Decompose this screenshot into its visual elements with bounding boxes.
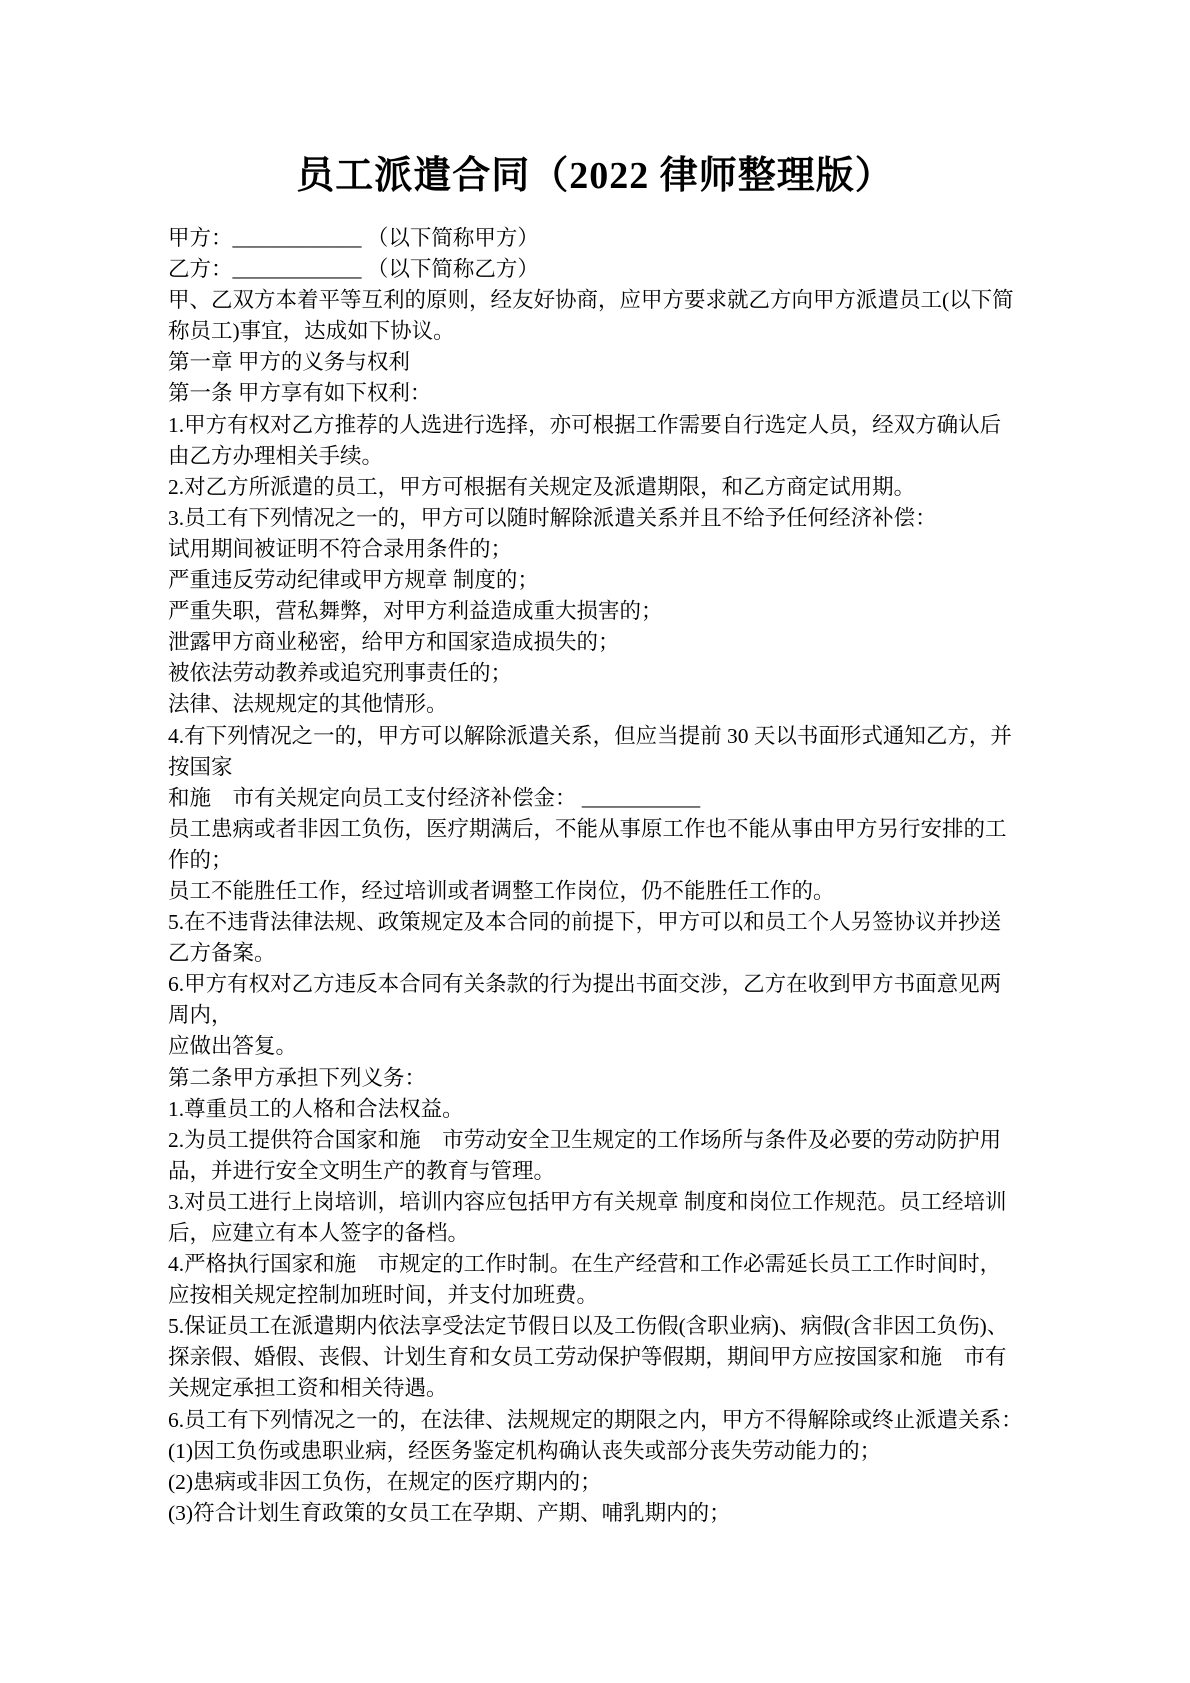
document-body [168, 223, 1068, 1529]
text-line: 被依法劳动教养或追究刑事责任的； [168, 661, 513, 686]
text-line: 按国家 [168, 754, 233, 779]
text-line: 甲、乙双方本着平等互利的原则，经友好协商，应甲方要求就乙方向甲方派遣员工(以下简 [168, 288, 1014, 313]
text-line: 第一条 甲方享有如下权利： [168, 381, 432, 406]
text-line: 4.有下列情况之一的，甲方可以解除派遣关系，但应当提前 30 天以书面形式通知乙方，并 [168, 723, 1012, 748]
document-title: 员工派遣合同（2022 律师整理版） [296, 155, 894, 197]
text-line: 严重失职，营私舞弊，对甲方利益造成重大损害的； [168, 599, 663, 624]
text-line: 2.为员工提供符合国家和施 市劳动安全卫生规定的工作场所与条件及必要的劳动防护用 [168, 1127, 1002, 1152]
text-line: 品，并进行安全文明生产的教育与管理。 [168, 1158, 556, 1183]
text-line: 员工不能胜任工作，经过培训或者调整工作岗位，仍不能胜任工作的。 [168, 878, 835, 903]
text-line: (3)符合计划生育政策的女员工在孕期、产期、哺乳期内的； [168, 1500, 731, 1525]
text-line: 6.员工有下列情况之一的，在法律、法规规定的期限之内，甲方不得解除或终止派遣关系： [168, 1407, 1023, 1432]
text-line: 乙方备案。 [168, 941, 276, 966]
text-line: 6.甲方有权对乙方违反本合同有关条款的行为提出书面交涉，乙方在收到甲方书面意见两 [168, 972, 1002, 997]
text-line: 由乙方办理相关手续。 [168, 443, 384, 468]
text-line: 第一章 甲方的义务与权利 [168, 350, 410, 375]
text-line: 乙方：____________ （以下简称乙方） [168, 257, 539, 282]
text-line: 2.对乙方所派遣的员工，甲方可根据有关规定及派遣期限，和乙方商定试用期。 [168, 474, 916, 499]
text-line: 第二条甲方承担下列义务： [168, 1065, 427, 1090]
text-line: (2)患病或非因工负伤，在规定的医疗期内的； [168, 1469, 602, 1494]
text-line: 4.严格执行国家和施 市规定的工作时制。在生产经营和工作必需延长员工工作时间时， [168, 1252, 1002, 1277]
text-line: (1)因工负伤或患职业病，经医务鉴定机构确认丧失或部分丧失劳动能力的； [168, 1438, 882, 1463]
text-line: 泄露甲方商业秘密，给甲方和国家造成损失的； [168, 630, 620, 655]
text-line: 严重违反劳动纪律或甲方规章 制度的； [168, 568, 539, 593]
text-line: 甲方：____________ （以下简称甲方） [168, 226, 539, 250]
text-line: 探亲假、婚假、丧假、计划生育和女员工劳动保护等假期，期间甲方应按国家和施 市有 [168, 1345, 1007, 1370]
text-line: 应做出答复。 [168, 1034, 298, 1059]
text-line: 1.甲方有权对乙方推荐的人选进行选择，亦可根据工作需要自行选定人员，经双方确认后 [168, 412, 1002, 437]
text-line: 5.保证员工在派遣期内依法享受法定节假日以及工伤假(含职业病)、病假(含非因工负伤)、 [168, 1314, 1009, 1339]
text-line: 周内， [168, 1003, 233, 1028]
text-line: 称员工)事宜，达成如下协议。 [168, 319, 455, 344]
text-line: 3.对员工进行上岗培训，培训内容应包括甲方有关规章 制度和岗位工作规范。员工经培训 [168, 1189, 1007, 1214]
text-line: 3.员工有下列情况之一的，甲方可以随时解除派遣关系并且不给予任何经济补偿： [168, 505, 937, 530]
text-line: 1.尊重员工的人格和合法权益。 [168, 1096, 464, 1121]
text-line: 和施 市有关规定向员工支付经济补偿金： ___________ [168, 785, 701, 810]
text-line: 关规定承担工资和相关待遇。 [168, 1376, 448, 1401]
text-line: 法律、法规规定的其他情形。 [168, 692, 448, 717]
text-line: 应按相关规定控制加班时间，并支付加班费。 [168, 1283, 599, 1308]
text-line: 试用期间被证明不符合录用条件的； [168, 536, 513, 561]
text-line: 后，应建立有本人签字的备档。 [168, 1221, 470, 1245]
text-line: 作的； [168, 847, 233, 872]
text-line: 5.在不违背法律法规、政策规定及本合同的前提下，甲方可以和员工个人另签协议并抄送 [168, 910, 1002, 935]
text-line: 员工患病或者非因工负伤，医疗期满后，不能从事原工作也不能从事由甲方另行安排的工 [168, 816, 1007, 841]
